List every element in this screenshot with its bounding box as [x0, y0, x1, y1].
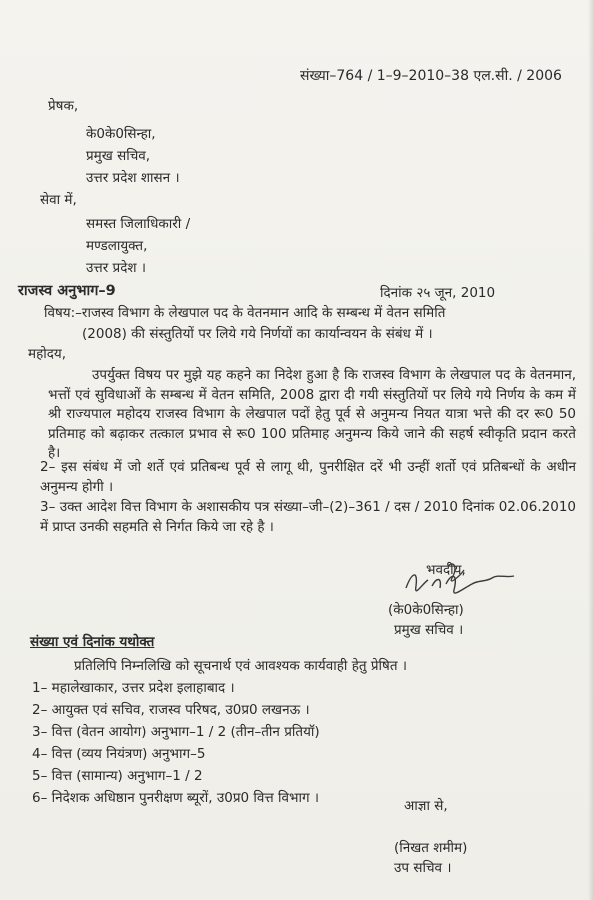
recipient-line-1: समस्त जिलाधिकारी / — [86, 216, 191, 232]
sender-designation: प्रमुख सचिव, — [86, 148, 151, 164]
subject-line-2: (2008) की संस्तुतियों पर लिये गये निर्णयों का कार्यान्वयन के संबंध में । — [82, 326, 433, 342]
recipient-line-2: मण्डलायुक्त, — [86, 238, 148, 254]
copy-heading: संख्या एवं दिनांक यथोक्त — [30, 634, 155, 650]
body-paragraph-1: उपर्युक्त विषय पर मुझे यह कहने का निदेश हुआ है कि राजस्व विभाग के लेखपाल पद के वेतनमान, भत्तों एवं सुविधाओं के सम्बन्ध में वेतन समिति, 2008 द्वारा दी गयी संस्तुतियों पर लिये गये निर्णय के कम में श्री राज्यपाल महोदय राजस्व विभाग के लेखपाल पदों हेतु पूर्व से अनुमन्य नियत यात्रा भत्ते की दर रू0 50 प्रतिमाह को बढ़ाकर तत्काल प्रभाव से रू0 100 प्रतिमाह अनुमन्य किये जाने की सहर्ष स्वीकृति प्रदान करते है। — [48, 367, 576, 462]
recipient-label: सेवा में, — [40, 192, 77, 208]
sender-name: के0के0सिन्हा, — [86, 126, 156, 142]
copy-item: 6– निदेशक अधिष्ठान पुनरीक्षण ब्यूरों, उ0प्र0 वित्त विभाग । — [32, 790, 320, 806]
handwritten-signature — [388, 558, 528, 606]
department-section: राजस्व अनुभाग–9 — [18, 283, 116, 299]
deputy-designation: उप सचिव । — [394, 860, 452, 876]
by-order: आज्ञा से, — [404, 798, 448, 814]
body-paragraph-2: 2– इस संबंध में जो शर्ते एवं प्रतिबन्ध पूर्व से लागू थी, पुनरीक्षित दरें भी उन्हीं शर्तो एवं प्रतिबन्धों के अधीन अनुमन्य होगी । — [40, 459, 576, 495]
reference-number: संख्या–764 / 1–9–2010–38 एल.सी. / 2006 — [300, 68, 562, 84]
salutation: महोदय, — [28, 346, 67, 362]
copy-item: 2– आयुक्त एवं सचिव, राजस्व परिषद, उ0प्र0 लखनऊ । — [32, 702, 310, 718]
copy-item: 1– महालेखाकार, उत्तर प्रदेश इलाहाबाद । — [32, 680, 235, 696]
body-paragraph-3: 3– उक्त आदेश वित्त विभाग के अशासकीय पत्र संख्या–जी–(2)–361 / दस / 2010 दिनांक 02.06.2010 में प्राप्त उनकी सहमति से निर्गत किये जा रहे है । — [40, 499, 576, 535]
copy-intro: प्रतिलिपि निम्नलिखि को सूचनार्थ एवं आवश्यक कार्यवाही हेतु प्रेषित । — [74, 658, 407, 674]
closing-yours: भवदीय, — [426, 562, 466, 578]
subject-line-1: विषय:–राजस्व विभाग के लेखपाल पद के वेतनमान आदि के सम्बन्ध में वेतन समिति — [44, 305, 446, 321]
sender-label: प्रेषक, — [48, 98, 79, 114]
copy-item: 5– वित्त (सामान्य) अनुभाग–1 / 2 — [32, 768, 203, 784]
page-edge-shadow — [588, 0, 594, 900]
sender-office: उत्तर प्रदेश शासन । — [86, 170, 180, 186]
recipient-line-3: उत्तर प्रदेश । — [86, 260, 146, 276]
letter-date: दिनांक २५ जून, 2010 — [380, 285, 496, 301]
signatory-name: (के0के0सिन्हा) — [388, 602, 464, 618]
copy-item: 4– वित्त (व्यय नियंत्रण) अनुभाग–5 — [32, 746, 206, 762]
signatory-designation: प्रमुख सचिव । — [394, 622, 464, 638]
copy-item: 3– वित्त (वेतन आयोग) अनुभाग–1 / 2 (तीन–तीन प्रतियॉ) — [32, 724, 320, 740]
deputy-name: (निखत शमीम) — [394, 840, 468, 856]
